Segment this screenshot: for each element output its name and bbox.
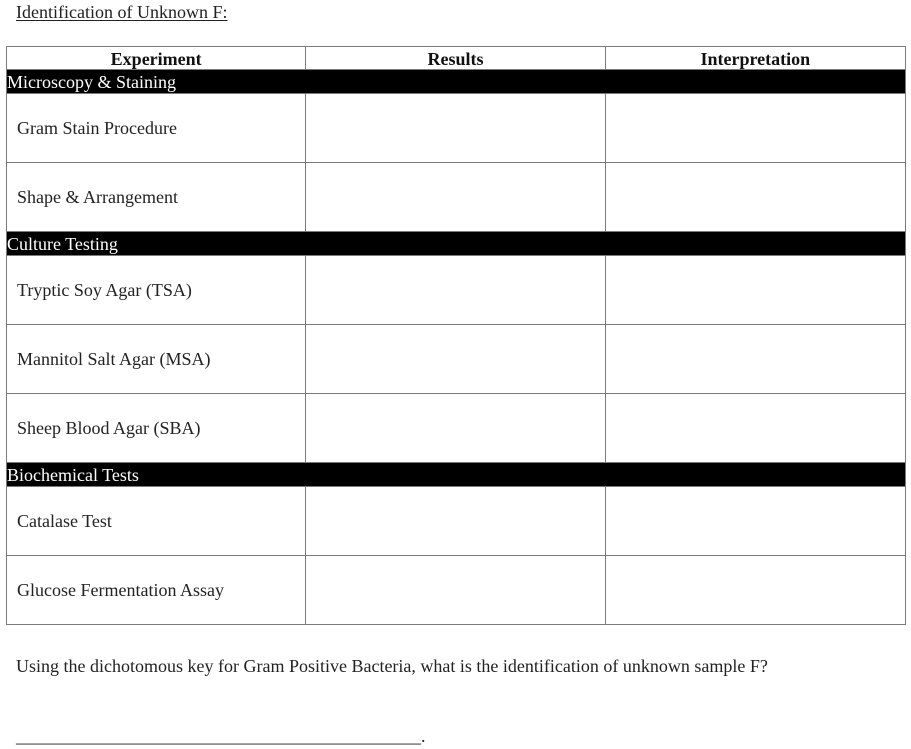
experiment-cell: Sheep Blood Agar (SBA) xyxy=(7,394,306,463)
experiment-cell: Catalase Test xyxy=(7,487,306,556)
results-cell[interactable] xyxy=(306,556,605,625)
interpretation-cell[interactable] xyxy=(605,325,905,394)
table-row xyxy=(7,394,906,463)
table-row xyxy=(7,94,906,163)
interpretation-cell[interactable] xyxy=(605,94,905,163)
section-label: Biochemical Tests xyxy=(7,463,906,487)
interpretation-cell[interactable] xyxy=(605,487,905,556)
header-experiment: Experiment xyxy=(7,47,306,70)
section-label: Culture Testing xyxy=(7,232,906,256)
interpretation-cell[interactable] xyxy=(605,394,905,463)
table-row xyxy=(7,325,906,394)
results-cell[interactable] xyxy=(306,163,605,232)
answer-blank-line[interactable]: _____________________________________________. xyxy=(16,726,426,746)
identification-table xyxy=(6,46,906,625)
section-row-biochemical xyxy=(7,463,906,487)
results-cell[interactable] xyxy=(306,256,605,325)
header-results: Results xyxy=(306,47,605,70)
table-row xyxy=(7,556,906,625)
interpretation-cell[interactable] xyxy=(605,163,905,232)
section-label: Microscopy & Staining xyxy=(7,70,906,94)
experiment-cell: Tryptic Soy Agar (TSA) xyxy=(7,256,306,325)
interpretation-cell[interactable] xyxy=(605,256,905,325)
experiment-cell: Shape & Arrangement xyxy=(7,163,306,232)
results-cell[interactable] xyxy=(306,394,605,463)
results-cell[interactable] xyxy=(306,94,605,163)
section-row-culture xyxy=(7,232,906,256)
document-title: Identification of Unknown F: xyxy=(16,2,228,22)
experiment-cell: Glucose Fermentation Assay xyxy=(7,556,306,625)
results-cell[interactable] xyxy=(306,487,605,556)
table-row xyxy=(7,487,906,556)
table-row xyxy=(7,163,906,232)
interpretation-cell[interactable] xyxy=(605,556,905,625)
table-header-row xyxy=(7,47,906,70)
section-row-microscopy xyxy=(7,70,906,94)
table-row xyxy=(7,256,906,325)
experiment-cell: Mannitol Salt Agar (MSA) xyxy=(7,325,306,394)
experiment-cell: Gram Stain Procedure xyxy=(7,94,306,163)
header-interpretation: Interpretation xyxy=(605,47,905,70)
results-cell[interactable] xyxy=(306,325,605,394)
question-text: Using the dichotomous key for Gram Positive Bacteria, what is the identification of unknown sample F? xyxy=(16,656,768,676)
